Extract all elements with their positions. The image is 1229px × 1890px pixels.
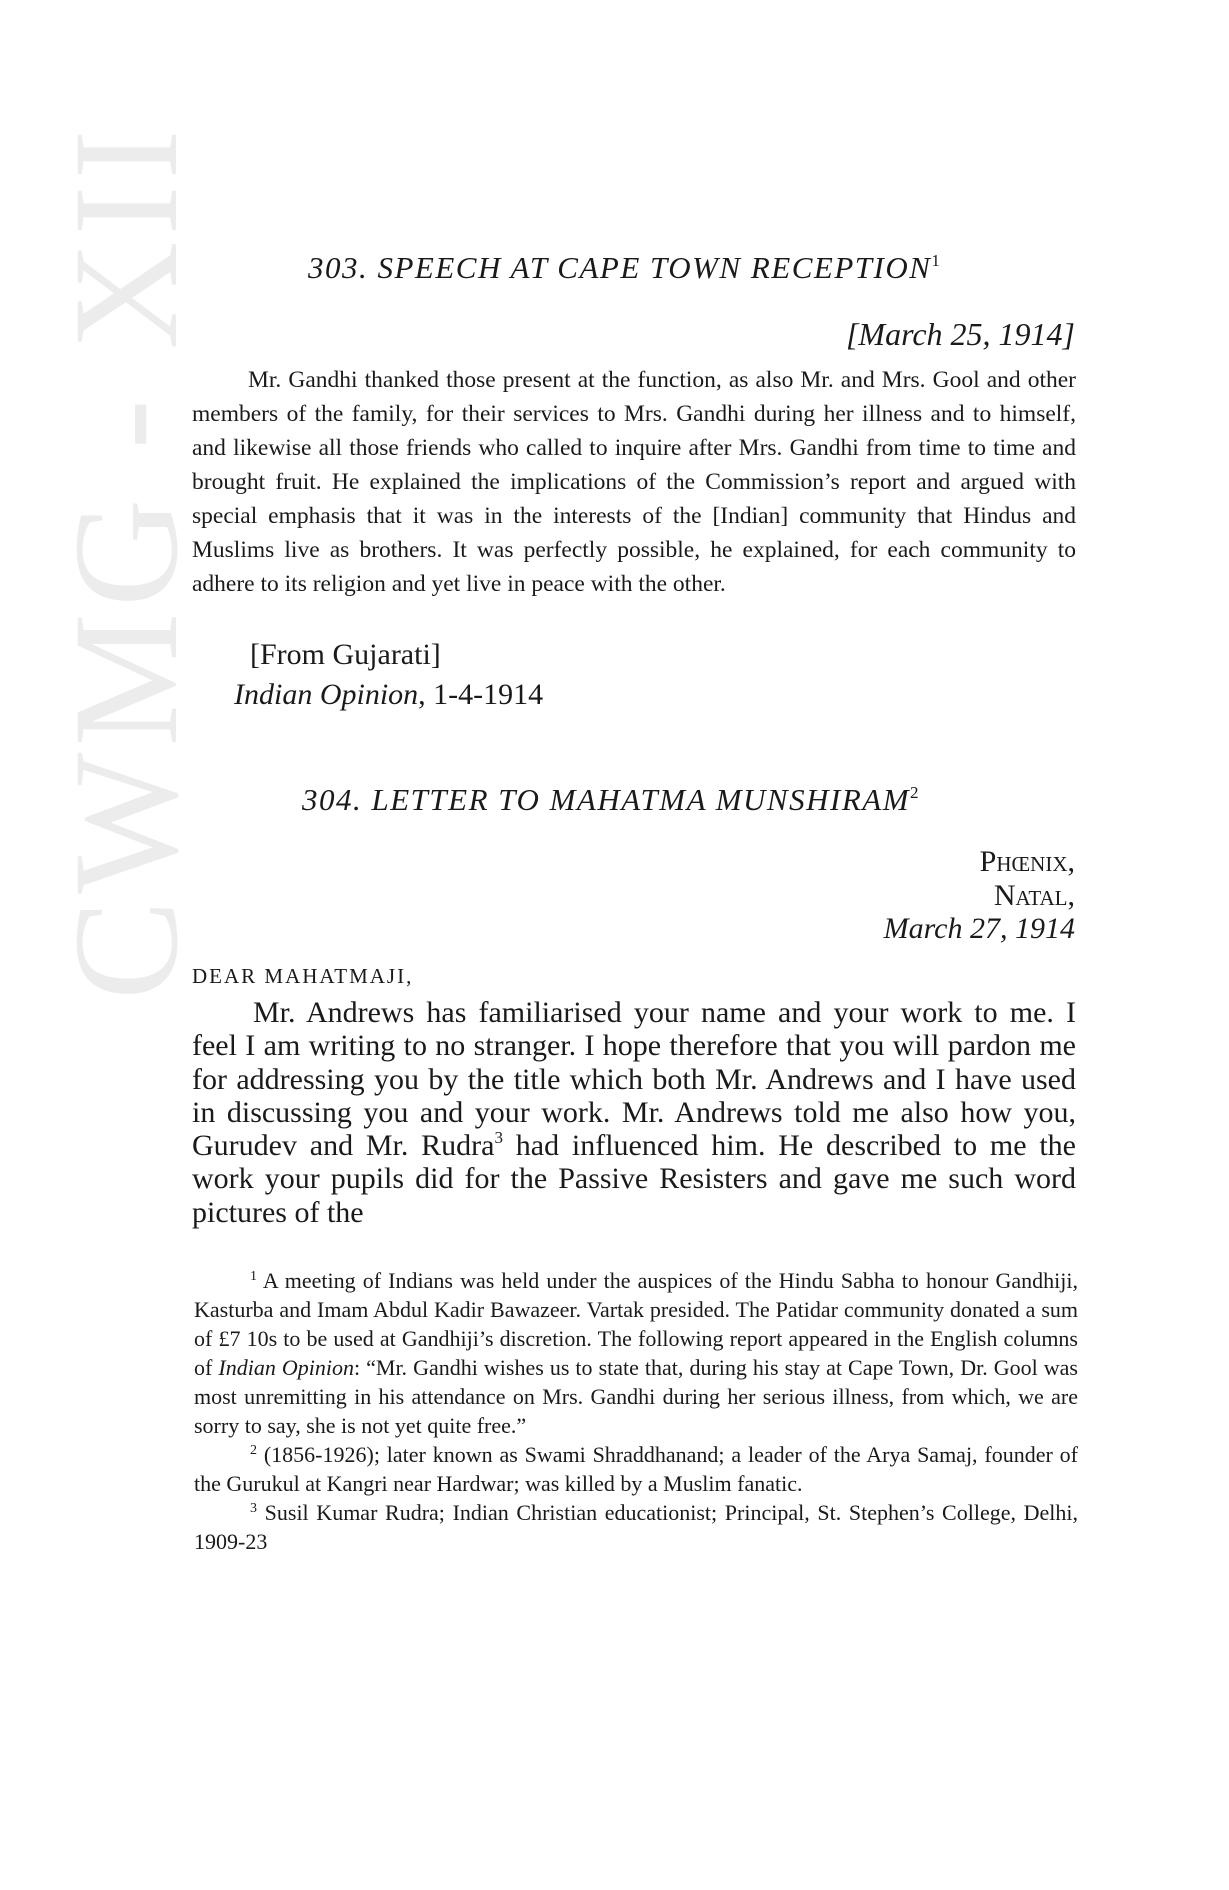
letter-address-line2: Natal, — [993, 879, 1075, 912]
source-citation — [234, 678, 543, 712]
section-304-number: 304. — [302, 782, 363, 817]
footnote-ref-1[interactable]: 1 — [931, 251, 942, 270]
footnote-3 — [194, 1498, 1078, 1556]
section-303-heading — [308, 250, 941, 286]
letter-paragraph — [192, 996, 1076, 1229]
letter-address-line1: Phœnix, — [979, 845, 1075, 878]
footnote-2-text: (1856-1926); later known as Swami Shraddhanand; a leader of the Arya Samaj, founder of the Gurukul at Kangri near Hardwar; was killed by a Muslim fanatic. — [194, 1442, 1078, 1496]
footnote-3-text: Susil Kumar Rudra; Indian Christian educationist; Principal, St. Stephen’s College, Delhi, 1909-23 — [194, 1500, 1078, 1554]
footnote-1 — [194, 1266, 1078, 1440]
footnote-1-text-a: A meeting of Indians was held under the auspices of the Hindu Sabha to honour Gandhiji, Kasturba and Imam Abdul Kadir Bawazeer. Vartak presided. The Patidar community donated a sum of £7 10s to be used at Gandhiji’s discretion. The following report appeared in the English columns of — [194, 1268, 1078, 1380]
footnote-2-number: 2 — [250, 1443, 257, 1458]
footnote-1-italic: Indian Opinion — [218, 1355, 354, 1380]
watermark: CWMG - XII — [43, 123, 209, 1000]
section-303-number: 303. — [308, 250, 369, 285]
section-303-body — [192, 363, 1076, 601]
section-303-title: SPEECH AT CAPE TOWN RECEPTION — [377, 250, 932, 285]
letter-body — [192, 996, 1076, 1229]
footnote-1-text-b: : “Mr. Gandhi wishes us to state that, during his stay at Cape Town, Dr. Gool was most unremitting in his attendance on Mrs. Gandhi during her serious illness, from which, we are sorry to say, she is not yet quite free.” — [194, 1355, 1078, 1438]
footnotes — [194, 1266, 1078, 1556]
section-303-paragraph: Mr. Gandhi thanked those present at the function, as also Mr. and Mrs. Gool and other members of the family, for their services to Mrs. Gandhi during her illness and to himself, and likewise all those friends who called to inquire after Mrs. Gandhi from time to time and brought fruit. He explained the implications of the Commission’s report and argued with special emphasis that it was in the interests of the [Indian] community that Hindus and Muslims live as brothers. It was perfectly possible, he explained, for each community to adhere to its religion and yet live in peace with the other. — [192, 367, 1076, 597]
section-304-title: LETTER TO MAHATMA MUNSHIRAM — [371, 782, 911, 817]
letter-salutation: DEAR MAHATMAJI, — [192, 964, 414, 988]
footnote-2 — [194, 1440, 1078, 1498]
section-304-heading — [302, 782, 920, 818]
source-date: , 1-4-1914 — [418, 678, 544, 711]
source-publication: Indian Opinion — [234, 678, 419, 711]
letter-date: March 27, 1914 — [883, 912, 1075, 945]
footnote-ref-2[interactable]: 2 — [910, 783, 921, 802]
footnote-ref-3[interactable]: 3 — [494, 1128, 503, 1148]
footnote-1-number: 1 — [250, 1269, 257, 1284]
source-note: [From Gujarati] — [250, 638, 441, 671]
letter-text-part2: had influenced him. He described to me the work your pupils did for the Passive Resisters and gave me such word pictures of the — [192, 1129, 1076, 1229]
footnote-3-number: 3 — [250, 1501, 257, 1516]
letter-text-part1: Mr. Andrews has familiarised your name and your work to me. I feel I am writing to no stranger. I hope therefore that you will pardon me for addressing you by the title which both Mr. Andrews and I have used in discussing you and your work. Mr. Andrews told me also how you, Gurudev and Mr. Rudra — [192, 996, 1076, 1163]
section-303-dateline: [March 25, 1914] — [845, 316, 1075, 352]
